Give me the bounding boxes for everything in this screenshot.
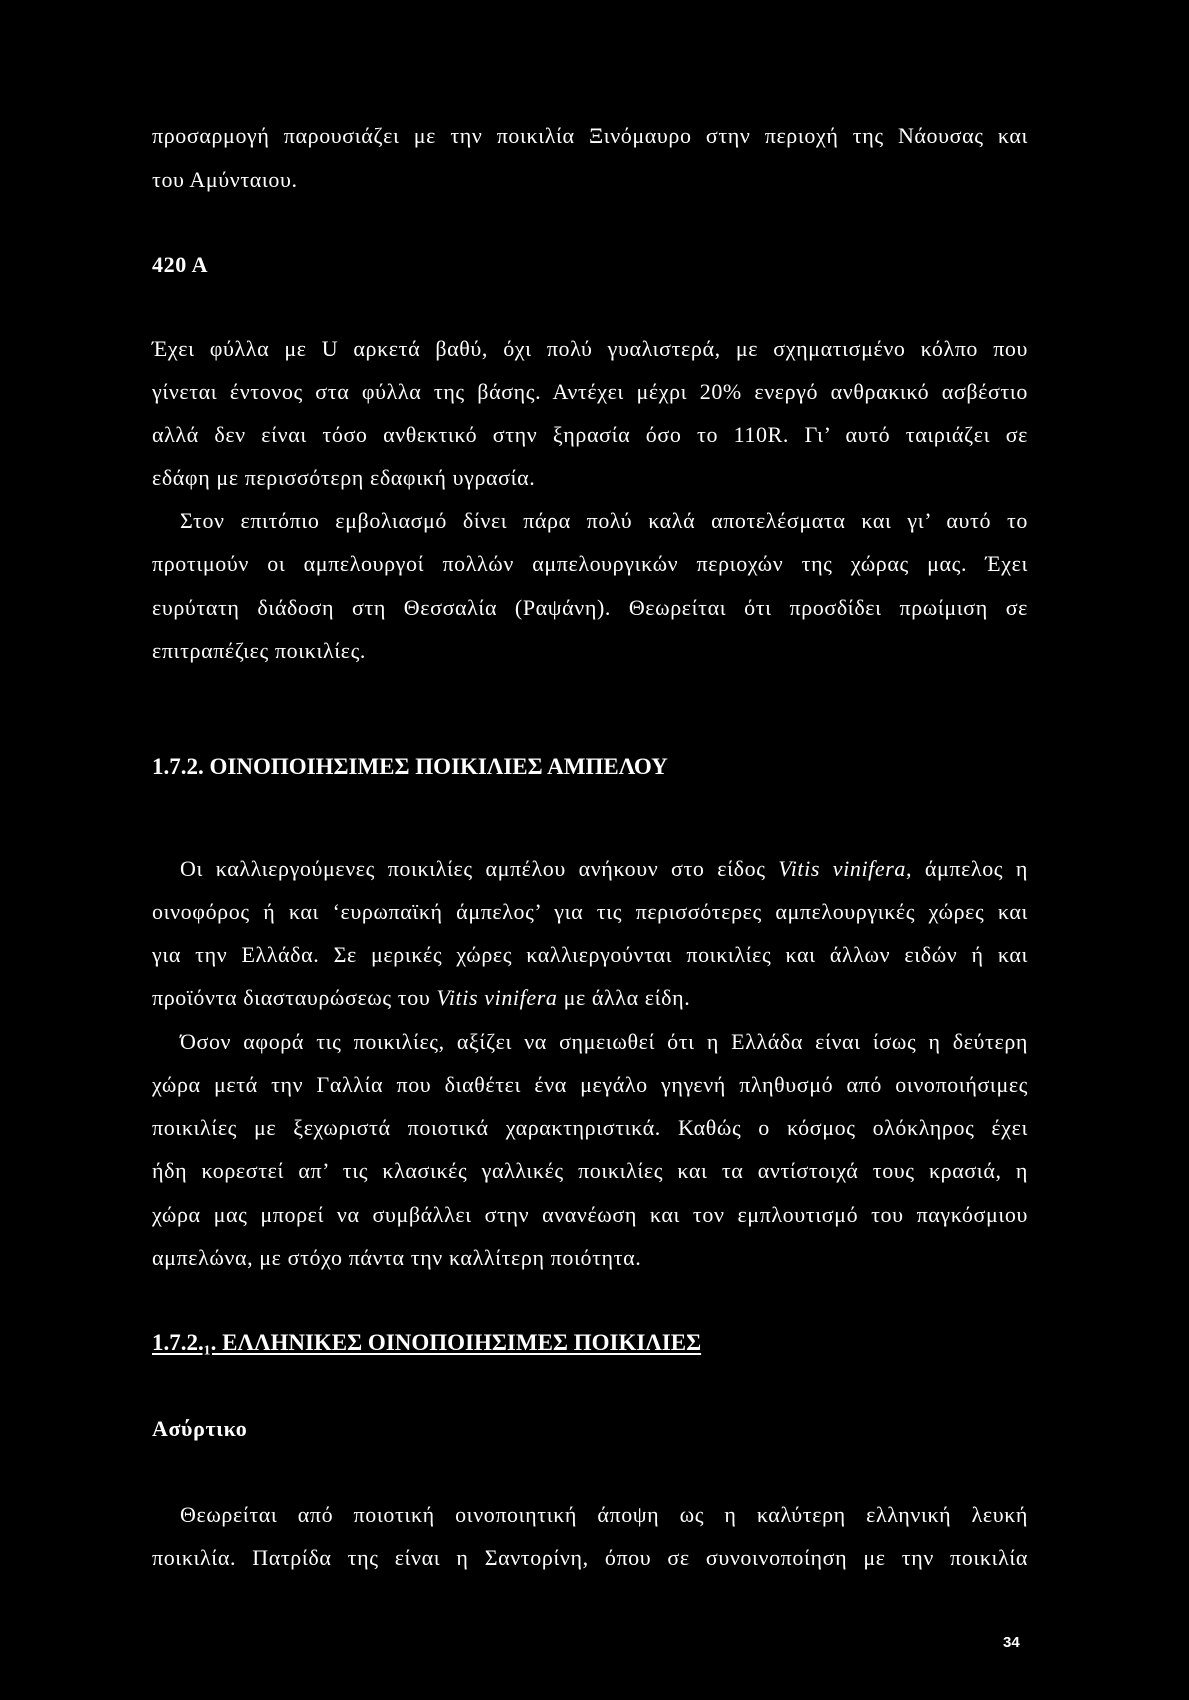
section-heading: 1.7.2. ΟΙΝΟΠΟΙΗΣΙΜΕΣ ΠΟΙΚΙΛΙΕΣ ΑΜΠΕΛΟΥ <box>152 754 668 779</box>
species-name: Vitis vinifera <box>778 856 906 881</box>
subsection-heading: 1.7.2.₁. ΕΛΛΗΝΙΚΕΣ ΟΙΝΟΠΟΙΗΣΙΜΕΣ ΠΟΙΚΙΛΙΕΣ <box>152 1330 702 1355</box>
paragraph-line: αλλά δεν είναι τόσο ανθεκτικό στην ξηρασία όσο το 110R. Γι’ αυτό ταιριάζει σε <box>152 422 1028 447</box>
text-span: , άμπελος η <box>906 856 1028 881</box>
paragraph-line: γίνεται έντονος στα φύλλα της βάσης. Αντέχει μέχρι 20% ενεργό ανθρακικό ασβέστιο <box>152 379 1028 404</box>
paragraph-line: Όσον αφορά τις ποικιλίες, αξίζει να σημειωθεί ότι η Ελλάδα είναι ίσως η δεύτερη <box>180 1029 1028 1054</box>
variety-title: Ασύρτικο <box>152 1416 248 1441</box>
paragraph-line: επιτραπέζιες ποικιλίες. <box>152 638 367 663</box>
paragraph-line: Θεωρείται από ποιοτική οινοποιητική άποψη ως η καλύτερη ελληνική λευκή <box>180 1502 1028 1527</box>
rootstock-title: 420 Α <box>152 252 209 277</box>
paragraph-line: ευρύτατη διάδοση στη Θεσσαλία (Ραψάνη). Θεωρείται ότι προσδίδει πρωίμιση σε <box>152 595 1028 620</box>
paragraph-line: χώρα μετά την Γαλλία που διαθέτει ένα μεγάλο γηγενή πληθυσμό από οινοποιήσιμες <box>152 1072 1028 1097</box>
paragraph-line: Στον επιτόπιο εμβολιασμό δίνει πάρα πολύ καλά αποτελέσματα και γι’ αυτό το <box>180 508 1028 533</box>
paragraph-line <box>152 983 1028 1013</box>
paragraph-line: ποικιλία. Πατρίδα της είναι η Σαντορίνη, όπου σε συνοινοποίηση με την ποικιλία <box>152 1545 1028 1570</box>
species-name: Vitis vinifera <box>436 985 558 1010</box>
text-span: Οι καλλιεργούμενες ποικιλίες αμπέλου ανήκουν στο είδος <box>180 856 779 881</box>
paragraph-line: προσαρμογή παρουσιάζει με την ποικιλία Ξινόμαυρο στην περιοχή της Νάουσας και <box>152 123 1028 148</box>
text-span: προϊόντα διασταυρώσεως του <box>152 985 437 1010</box>
page-number: 34 <box>1003 1634 1020 1651</box>
paragraph-line: εδάφη με περισσότερη εδαφική υγρασία. <box>152 465 536 490</box>
paragraph-line: ποικιλίες με ξεχωριστά ποιοτικά χαρακτηριστικά. Καθώς ο κόσμος ολόκληρος έχει <box>152 1115 1028 1140</box>
paragraph-line: χώρα μας μπορεί να συμβάλλει στην ανανέωση και τον εμπλουτισμό του παγκόσμιου <box>152 1202 1028 1227</box>
paragraph-line: προτιμούν οι αμπελουργοί πολλών αμπελουργικών περιοχών της χώρας μας. Έχει <box>152 551 1028 576</box>
paragraph-line: αμπελώνα, με στόχο πάντα την καλλίτερη ποιότητα. <box>152 1245 642 1270</box>
paragraph-line: οινοφόρος ή και ‘ευρωπαϊκή άμπελος’ για τις περισσότερες αμπελουργικές χώρες και <box>152 899 1028 924</box>
paragraph-line: για την Ελλάδα. Σε μερικές χώρες καλλιεργούνται ποικιλίες και άλλων ειδών ή και <box>152 942 1028 967</box>
paragraph-line: ήδη κορεστεί απ’ τις κλασικές γαλλικές ποικιλίες και τα αντίστοιχά τους κρασιά, η <box>152 1158 1028 1183</box>
paragraph-line: του Αμύνταιου. <box>152 167 298 192</box>
text-span: με άλλα είδη. <box>557 985 691 1010</box>
paragraph-line <box>180 854 1028 884</box>
paragraph-line: Έχει φύλλα με U αρκετά βαθύ, όχι πολύ γυαλιστερά, με σχηματισμένο κόλπο που <box>152 336 1028 361</box>
